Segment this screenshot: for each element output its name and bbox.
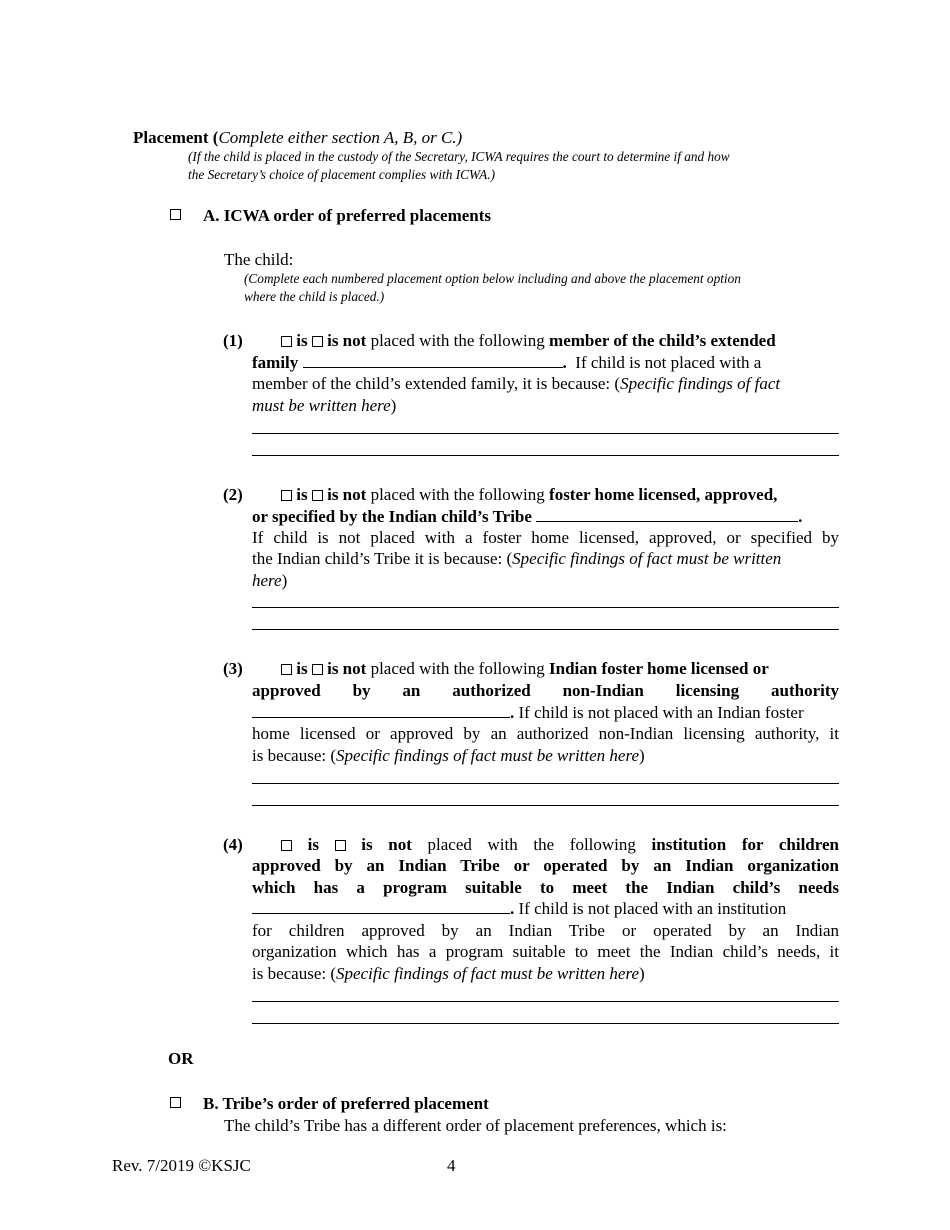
section-a-note-line1: (Complete each numbered placement option below including and above the placement option <box>244 271 741 286</box>
option-4-line6: organization which has a program suitable to meet the Indian child’s needs, it <box>252 942 839 961</box>
option-1-is-checkbox[interactable] <box>281 336 292 347</box>
or-label: OR <box>168 1049 194 1068</box>
option-3-is-checkbox[interactable] <box>281 664 292 675</box>
option-2-is-not-checkbox[interactable] <box>312 490 323 501</box>
option-3-indian-home-blank[interactable] <box>252 703 510 718</box>
option-2-line3: If child is not placed with a foster home licensed, approved, or specified by <box>252 528 839 547</box>
option-4-findings-line-1[interactable] <box>252 1001 839 1002</box>
placement-note-line1: (If the child is placed in the custody of the Secretary, ICWA requires the court to determine if and how <box>188 149 730 164</box>
option-1-is-not-checkbox[interactable] <box>312 336 323 347</box>
option-1-family-blank[interactable] <box>303 353 563 368</box>
option-3-bold-line: approved by an authorized non-Indian licensing authority <box>252 681 839 700</box>
section-a-checkbox[interactable] <box>170 209 181 220</box>
option-2-number: (2) <box>223 485 243 504</box>
section-a-title: A. ICWA order of preferred placements <box>203 206 492 225</box>
placement-note-line2: the Secretary’s choice of placement complies with ICWA.) <box>188 167 496 182</box>
option-4-institution-blank[interactable] <box>252 899 510 914</box>
option-4-is-checkbox[interactable] <box>281 840 292 851</box>
option-3-findings-line-1[interactable] <box>252 783 839 784</box>
page-title: Placement (Complete either section A, B, or C.) <box>133 128 463 147</box>
option-3-findings-line-2[interactable] <box>252 805 839 806</box>
option-1-number: (1) <box>223 331 243 350</box>
option-2-findings-line-1[interactable] <box>252 607 839 608</box>
option-2-is-checkbox[interactable] <box>281 490 292 501</box>
section-b-checkbox[interactable] <box>170 1097 181 1108</box>
page-number: 4 <box>447 1156 456 1175</box>
option-2-findings-line-2[interactable] <box>252 629 839 630</box>
section-b-title: B. Tribe’s order of preferred placement <box>203 1094 489 1113</box>
option-4-findings-line-2[interactable] <box>252 1023 839 1024</box>
option-4-is-not-checkbox[interactable] <box>335 840 346 851</box>
option-1-findings-line-2[interactable] <box>252 455 839 456</box>
section-a-intro: The child: <box>224 250 294 269</box>
option-4-bold-line-b: approved by an Indian Tribe or operated by an Indian organization <box>252 856 839 875</box>
option-3-line4: home licensed or approved by an authorized non-Indian licensing authority, it <box>252 724 839 743</box>
section-b-text: The child’s Tribe has a different order of placement preferences, which is: <box>224 1116 727 1135</box>
option-4-line5: for children approved by an Indian Tribe or operated by an Indian <box>252 921 839 940</box>
option-3-number: (3) <box>223 659 243 678</box>
option-2-tribe-home-blank[interactable] <box>536 507 798 522</box>
option-3-is-not-checkbox[interactable] <box>312 664 323 675</box>
footer-revision: Rev. 7/2019 ©KSJC <box>112 1156 251 1175</box>
option-4-number: (4) <box>223 835 243 854</box>
section-a-note-line2: where the child is placed.) <box>244 289 385 304</box>
option-4-bold-line-c: which has a program suitable to meet the Indian child’s needs <box>252 878 839 897</box>
option-1-findings-line-1[interactable] <box>252 433 839 434</box>
